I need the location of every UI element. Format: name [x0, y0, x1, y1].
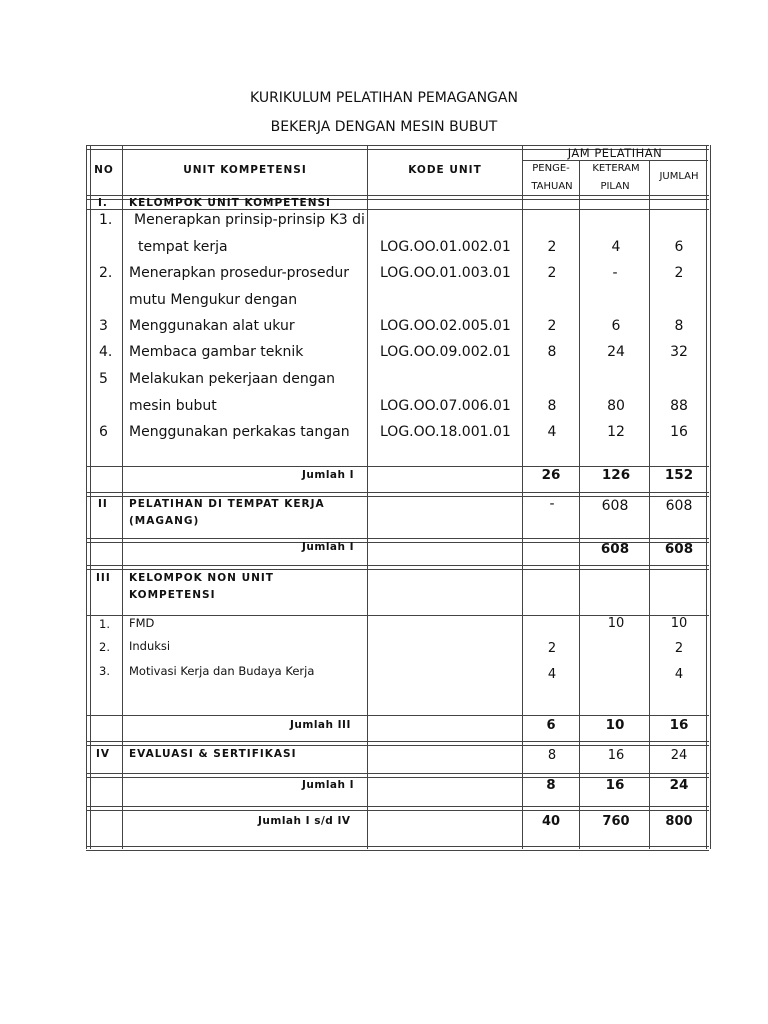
row-keterampilan: -	[612, 265, 618, 281]
row-kode: LOG.OO.01.002.01	[380, 239, 511, 255]
section-pengetahuan: -	[549, 496, 555, 512]
grand-total-keterampilan: 760	[602, 814, 630, 829]
section-pengetahuan: 8	[547, 748, 557, 763]
header-jam-pelatihan: JAM PELATIHAN	[567, 146, 663, 160]
row-kode: LOG.OO.07.006.01	[380, 398, 511, 414]
document-title: KURIKULUM PELATIHAN PEMAGANGAN	[250, 90, 518, 106]
subtotal-label: Jumlah I	[302, 541, 355, 553]
row-unit: Menggunakan perkakas tangan	[129, 424, 350, 440]
row-keterampilan: 80	[607, 398, 625, 414]
subtotal-keterampilan: 126	[601, 467, 631, 483]
row-no: 4.	[99, 344, 113, 360]
row-jumlah: 2	[674, 265, 684, 281]
section-title: PELATIHAN DI TEMPAT KERJA	[129, 498, 325, 510]
header-kode-unit: KODE UNIT	[408, 164, 482, 176]
subtotal-label: Jumlah III	[290, 719, 351, 731]
row-unit: Motivasi Kerja dan Budaya Kerja	[129, 664, 315, 678]
subtotal-label: Jumlah I	[302, 469, 355, 481]
subtotal-pengetahuan: 8	[546, 777, 556, 793]
row-no: 2.	[99, 640, 110, 654]
section-number: III	[96, 572, 111, 584]
row-unit-cont: tempat kerja	[138, 239, 228, 255]
subtotal-pengetahuan: 6	[546, 718, 556, 733]
row-jumlah: 16	[670, 424, 688, 440]
row-jumlah: 32	[670, 344, 688, 360]
row-unit: Menerapkan prinsip-prinsip K3 di	[134, 212, 365, 228]
section-title: EVALUASI & SERTIFIKASI	[129, 748, 297, 760]
subtotal-keterampilan: 608	[600, 541, 630, 557]
section-keterampilan: 608	[601, 498, 629, 514]
section-number: II	[98, 498, 108, 510]
row-keterampilan: 24	[607, 344, 625, 360]
subtotal-jumlah: 608	[664, 541, 694, 557]
subtotal-label: Jumlah I	[302, 779, 355, 791]
row-unit: Menggunakan alat ukur	[129, 318, 295, 334]
row-pengetahuan: 2	[547, 318, 557, 334]
row-no: 5	[99, 371, 108, 387]
row-jumlah: 88	[670, 398, 688, 414]
row-pengetahuan: 2	[547, 239, 557, 255]
section-number: I.	[98, 197, 108, 209]
header-no: NO	[94, 164, 114, 176]
row-jumlah: 4	[674, 667, 684, 682]
row-keterampilan: 12	[607, 424, 625, 440]
section-jumlah: 608	[665, 498, 693, 514]
row-no: 6	[99, 424, 108, 440]
header-pengetahuan-a: PENGE-	[532, 163, 570, 174]
row-unit: FMD	[129, 616, 155, 630]
header-keterampilan-b: PILAN	[600, 181, 630, 192]
header-keterampilan-a: KETERAM	[592, 163, 640, 174]
section-keterampilan: 16	[607, 748, 625, 763]
row-pengetahuan: 8	[547, 398, 557, 414]
subtotal-jumlah: 16	[669, 717, 689, 733]
row-unit: Induksi	[129, 639, 171, 653]
grand-total-label: Jumlah I s/d IV	[258, 815, 351, 827]
header-pengetahuan-b: TAHUAN	[531, 181, 573, 192]
row-pengetahuan: 4	[547, 667, 557, 682]
row-unit-cont: mesin bubut	[129, 398, 217, 414]
header-unit-kompetensi: UNIT KOMPETENSI	[183, 164, 307, 176]
row-no: 1.	[99, 212, 113, 228]
row-jumlah: 8	[674, 318, 684, 334]
row-unit: Melakukan pekerjaan dengan	[129, 371, 336, 387]
row-unit-cont: mutu Mengukur dengan	[129, 292, 298, 308]
row-pengetahuan: 2	[547, 265, 557, 281]
row-pengetahuan: 2	[547, 641, 557, 656]
grand-total-jumlah: 800	[665, 814, 693, 829]
section-title: KELOMPOK NON UNIT	[129, 572, 274, 584]
section-number: IV	[96, 748, 111, 760]
section-title: KELOMPOK UNIT KOMPETENSI	[129, 197, 331, 209]
section-jumlah: 24	[670, 748, 688, 763]
row-jumlah: 6	[674, 239, 684, 255]
subtotal-keterampilan: 16	[605, 777, 625, 793]
subtotal-jumlah: 152	[664, 467, 694, 483]
section-title-cont: (MAGANG)	[129, 515, 200, 527]
row-jumlah: 10	[670, 616, 688, 631]
row-no: 3.	[99, 664, 110, 678]
row-no: 2.	[99, 265, 113, 281]
document-subtitle: BEKERJA DENGAN MESIN BUBUT	[270, 119, 498, 135]
row-keterampilan: 10	[607, 616, 625, 631]
row-kode: LOG.OO.02.005.01	[380, 318, 511, 334]
row-unit: Menerapkan prosedur-prosedur	[129, 265, 349, 281]
subtotal-pengetahuan: 26	[541, 467, 561, 483]
row-keterampilan: 4	[611, 239, 621, 255]
row-kode: LOG.OO.09.002.01	[380, 344, 511, 360]
row-keterampilan: 6	[611, 318, 621, 334]
row-pengetahuan: 8	[547, 344, 557, 360]
row-no: 3	[99, 318, 108, 334]
row-no: 1.	[99, 617, 110, 631]
row-jumlah: 2	[674, 641, 684, 656]
row-pengetahuan: 4	[547, 424, 557, 440]
row-kode: LOG.OO.01.003.01	[380, 265, 511, 281]
row-kode: LOG.OO.18.001.01	[380, 424, 511, 440]
grand-total-pengetahuan: 40	[541, 814, 561, 829]
subtotal-keterampilan: 10	[605, 717, 625, 733]
subtotal-jumlah: 24	[669, 777, 689, 793]
row-unit: Membaca gambar teknik	[129, 344, 304, 360]
header-jumlah: JUMLAH	[659, 171, 699, 182]
section-title-cont: KOMPETENSI	[129, 589, 216, 601]
